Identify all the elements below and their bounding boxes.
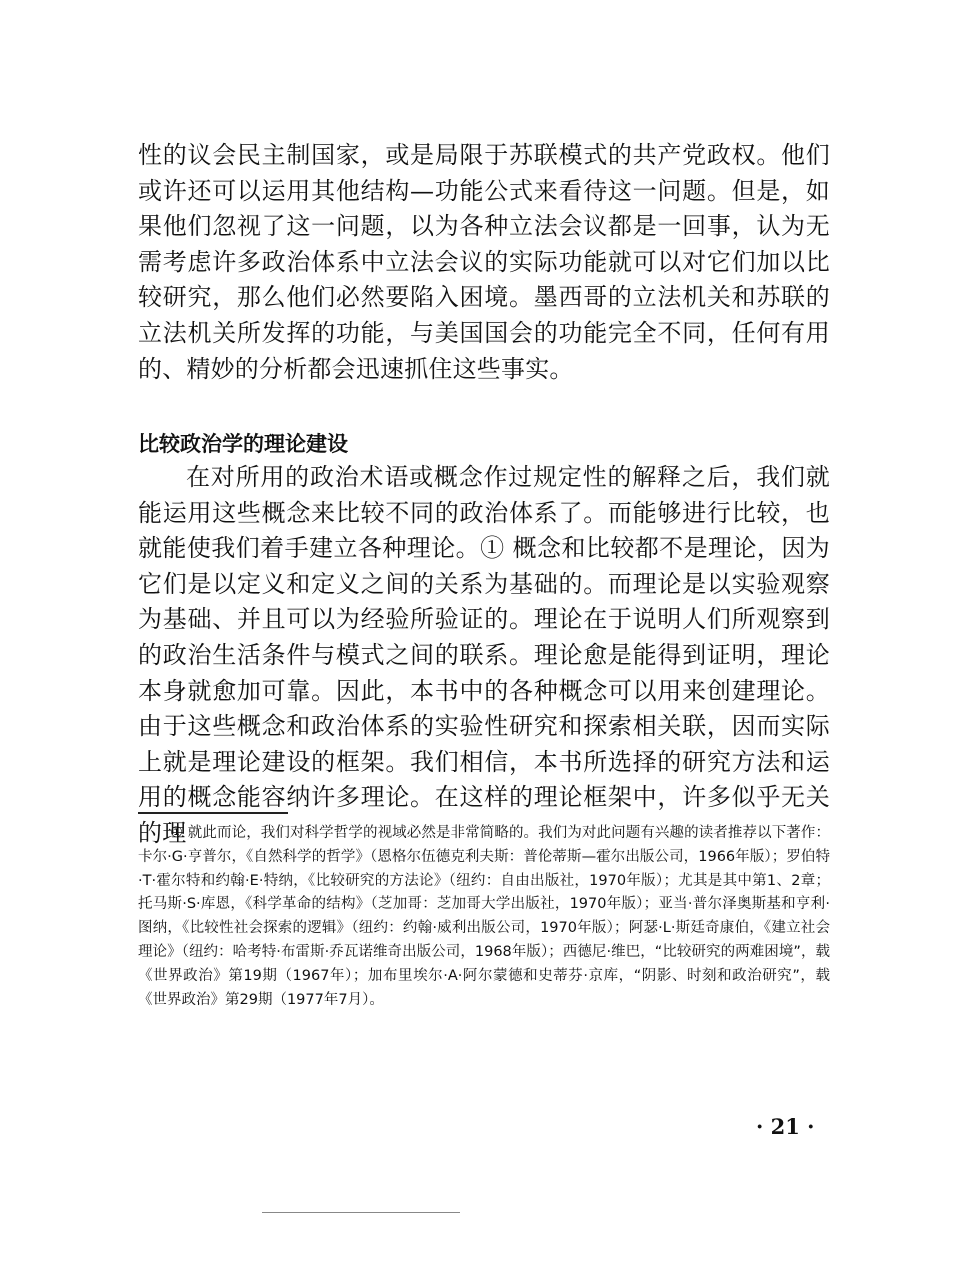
body-paragraph-2: 在对所用的政治术语或概念作过规定性的解释之后，我们就能运用这些概念来比较不同的政治体系了。而能够进行比较，也就能使我们着手建立各种理论。① 概念和比较都不是理论，因为它们是以定义和定义之间的关系为基础的。而理论是以实验观察为基础、并且可以为经验所验证的。理论在于说明人们所观察到的政治生活条件与模式之间的联系。理论愈是能得到证明，理论本身就愈加可靠。因此，本书中的各种概念可以用来创建理论。由于这些概念和政治体系的实验性研究和探索相关联，因而实际上就是理论建设的框架。我们相信，本书所选择的研究方法和运用的概念能容纳许多理论。在这样的理论框架中，许多似乎无关的理	[138, 463, 830, 847]
footnote: ① 就此而论，我们对科学哲学的视域必然是非常简略的。我们为对此问题有兴趣的读者推荐以下著作：卡尔·G·亨普尔，《自然科学的哲学》（恩格尔伍德克利夫斯：普伦蒂斯—霍尔出版公司，1966年版）；罗伯特·T·霍尔特和约翰·E·特纳，《比较研究的方法论》（纽约：自由出版社，1970年版）；尤其是其中第1、2章；托马斯·S·库恩，《科学革命的结构》（芝加哥：芝加哥大学出版社，1970年版）；亚当·普尔泽奥斯基和亨利·图纳，《比较性社会探索的逻辑》（纽约：约翰·威利出版公司，1970年版）；阿瑟·L·斯廷奇康伯，《建立社会理论》（纽约：哈考特·布雷斯·乔瓦诺维奇出版公司，1968年版）；西德尼·维巴，“比较研究的两难困境”，载《世界政治》第19期（1967年）；加布里埃尔·A·阿尔蒙德和史蒂芬·京库，“阴影、时刻和政治研究”，载《世界政治》第29期（1977年7月）。	[138, 825, 830, 1008]
section-heading: 比较政治学的理论建设	[138, 432, 348, 456]
body-paragraph-1: 性的议会民主制国家，或是局限于苏联模式的共产党政权。他们或许还可以运用其他结构—功能公式来看待这一问题。但是，如果他们忽视了这一问题，以为各种立法会议都是一回事，认为无需考虑许多政治体系中立法会议的实际功能就可以对它们加以比较研究，那么他们必然要陷入困境。墨西哥的立法机关和苏联的立法机关所发挥的功能，与美国国会的功能完全不同，任何有用的、精妙的分析都会迅速抓住这些事实。	[138, 141, 830, 383]
page-number: · 21 ·	[756, 1114, 815, 1139]
footnote-divider	[138, 812, 288, 814]
scan-artifact-divider	[262, 1212, 460, 1213]
